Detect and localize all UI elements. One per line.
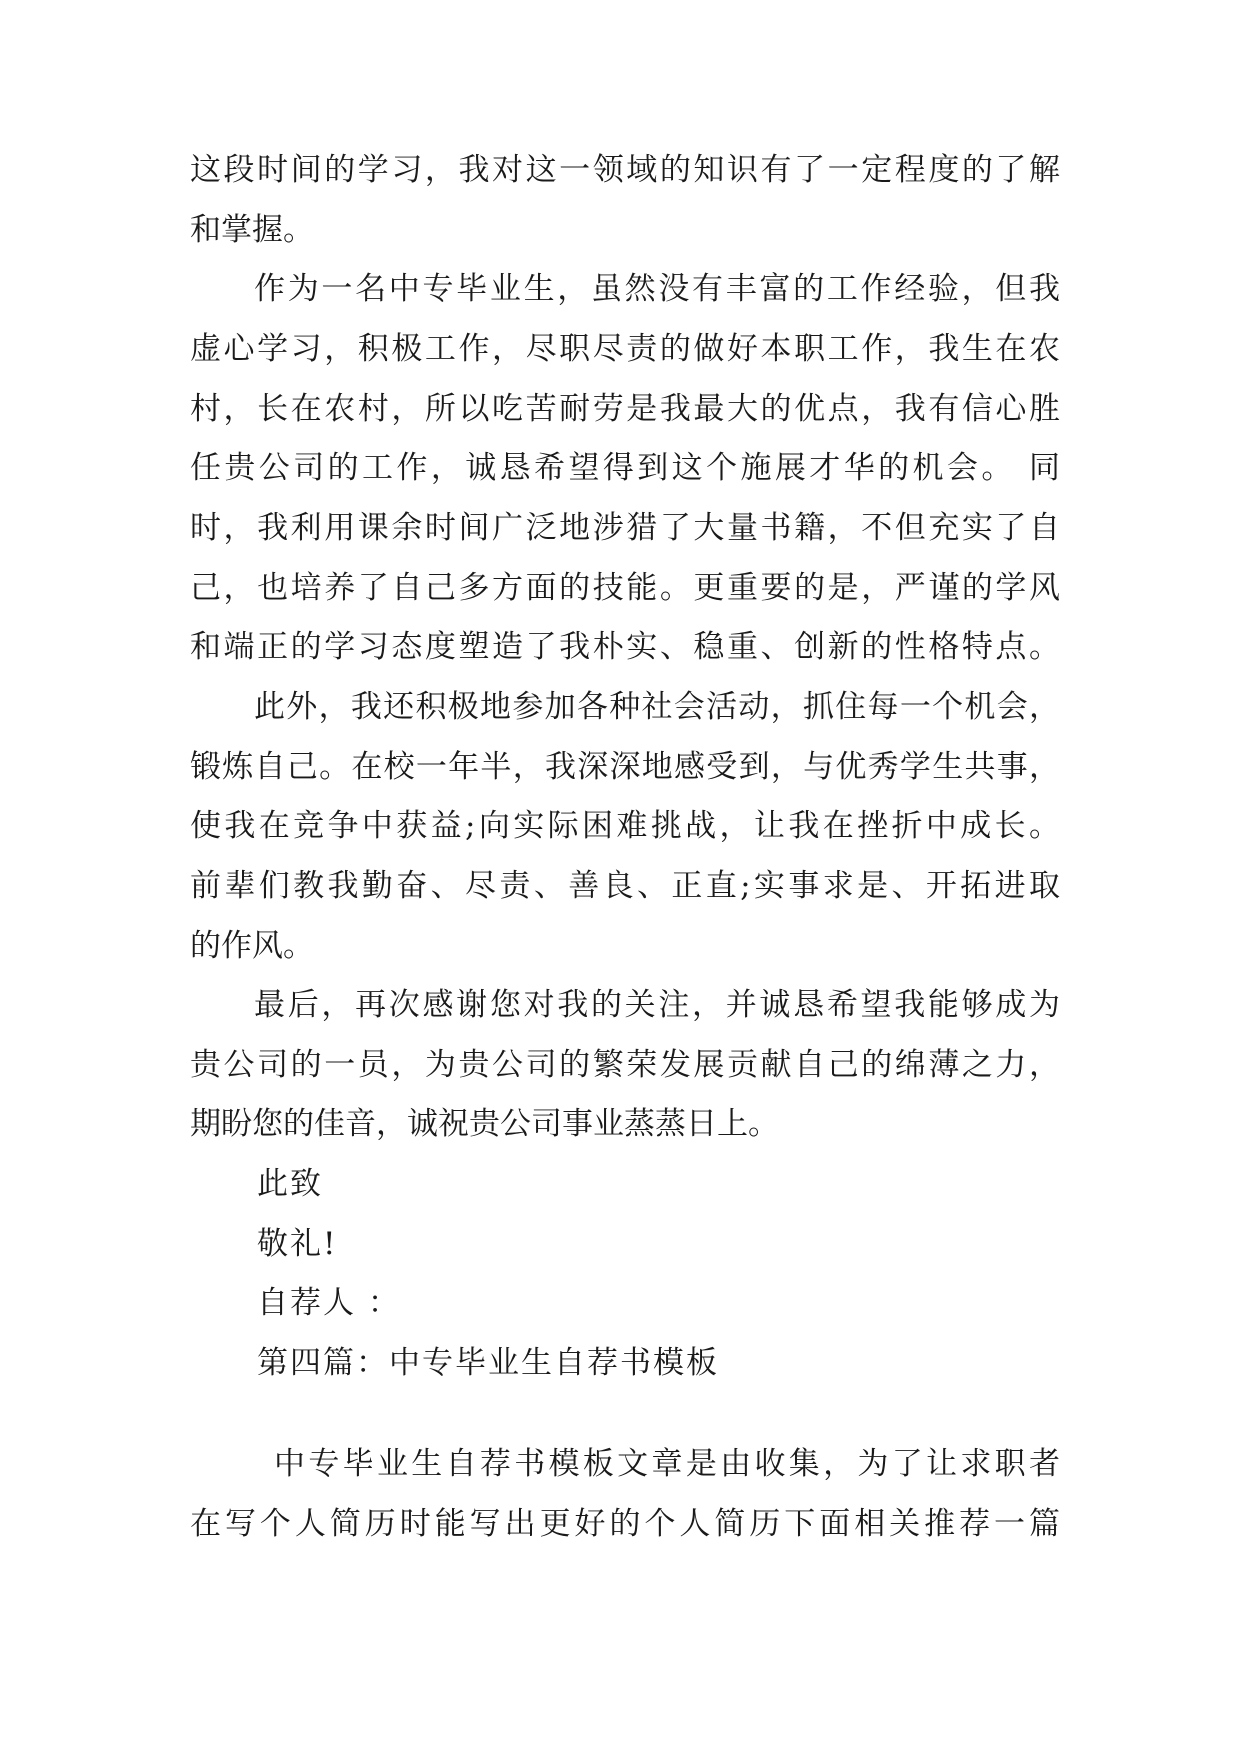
paragraph-line: 前辈们教我勤奋、尽责、善良、正直;实事求是、开拓进取 [190,868,1060,904]
paragraph-line: 和掌握。 [190,212,314,248]
paragraph-line: 己，也培养了自己多方面的技能。更重要的是，严谨的学风 [190,570,1060,606]
paragraph-line: 贵公司的一员，为贵公司的繁荣发展贡献自己的绵薄之力， [190,1047,1060,1083]
closing-signer: 自荐人 ： [257,1285,401,1321]
paragraph-line: 使我在竞争中获益;向实际困难挑战，让我在挫折中成长。 [190,808,1060,844]
paragraph-line: 虚心学习，积极工作，尽职尽责的做好本职工作，我生在农 [190,331,1060,367]
section-title: 第四篇：中专毕业生自荐书模板 [257,1345,719,1381]
paragraph-line: 村，长在农村，所以吃苦耐劳是我最大的优点，我有信心胜 [190,391,1060,427]
paragraph-line: 时，我利用课余时间广泛地涉猎了大量书籍，不但充实了自 [190,510,1060,546]
paragraph-line: 最后，再次感谢您对我的关注，并诚恳希望我能够成为 [254,987,1060,1023]
paragraph-line: 此外，我还积极地参加各种社会活动，抓住每一个机会， [254,689,1060,725]
paragraph-line: 期盼您的佳音，诚祝贵公司事业蒸蒸日上。 [190,1106,779,1142]
paragraph-line: 和端正的学习态度塑造了我朴实、稳重、创新的性格特点。 [190,629,1060,665]
closing-regards: 敬礼! [257,1226,338,1262]
paragraph-line: 的作风。 [190,928,314,964]
closing-salutation: 此致 [257,1166,323,1202]
paragraph-line: 锻炼自己。在校一年半，我深深地感受到，与优秀学生共事， [190,749,1060,785]
paragraph-line: 作为一名中专毕业生，虽然没有丰富的工作经验，但我 [254,271,1060,307]
paragraph-line: 中专毕业生自荐书模板文章是由收集，为了让求职者 [274,1446,1060,1482]
paragraph-line: 这段时间的学习，我对这一领域的知识有了一定程度的了解 [190,152,1060,188]
paragraph-line: 任贵公司的工作，诚恳希望得到这个施展才华的机会。 同 [190,450,1060,486]
paragraph-line: 在写个人简历时能写出更好的个人简历下面相关推荐一篇 [190,1506,1060,1542]
